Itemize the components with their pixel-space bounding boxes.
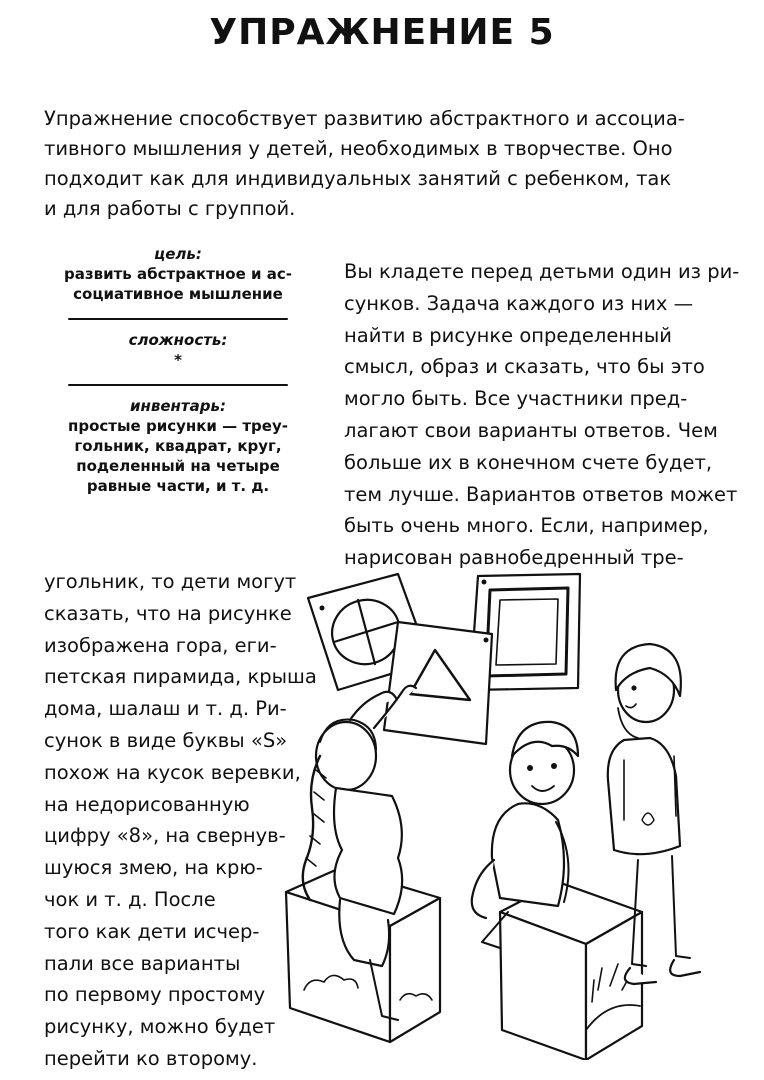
goal-value-line: развить абстрактное и ас- [64, 265, 292, 283]
text-line: шуюся змею, на крю- [44, 856, 263, 880]
text-line: смысл, образ и сказать, что бы это [344, 355, 705, 379]
triangle-card [384, 622, 492, 744]
continuation-paragraph [44, 566, 317, 1075]
text-line: петская пирамида, крыша [44, 665, 317, 689]
text-line: чок и т. д. После [44, 887, 216, 911]
page-title: УПРАЖНЕНИЕ 5 [209, 12, 555, 53]
text-line: могло быть. Все участники пред- [344, 387, 688, 411]
text-line: сунок в виде буквы «S» [44, 728, 288, 752]
goal-value-line: социативное мышление [73, 285, 283, 303]
description-paragraph [344, 256, 740, 574]
difficulty-value: * [174, 351, 182, 369]
exercise-info-sidebar [44, 244, 312, 496]
text-line: изображена гора, еги- [44, 633, 277, 657]
divider [68, 384, 288, 386]
text-line: сказать, что на рисунке [44, 601, 292, 625]
inventory-value-line: поделенный на четыре [76, 457, 280, 475]
text-line: дома, шалаш и т. д. Ри- [44, 697, 287, 721]
text-line: тем лучше. Вариантов ответов может [344, 482, 738, 506]
text-line: рисунку, можно будет [44, 1015, 276, 1039]
inventory-value-line: гольник, квадрат, круг, [74, 437, 282, 455]
children-with-shape-cards-illustration [280, 560, 740, 1060]
text-line: лагают свои варианты ответов. Чем [344, 418, 718, 442]
intro-line: тивного мышления у детей, необходимых в творчестве. Оно [44, 137, 673, 160]
inventory-value-line: равные части, и т. д. [86, 477, 270, 495]
right-cube [500, 882, 642, 1060]
text-line: перейти ко второму. [44, 1046, 258, 1070]
text-line: пали все варианты [44, 951, 241, 975]
intro-line: подходит как для индивидуальных занятий с ребенком, так [44, 167, 672, 190]
intro-line: Упражнение способствует развитию абстрактного и ассоциа- [44, 107, 685, 130]
text-line: найти в рисунке определенный [344, 323, 672, 347]
text-line: Вы кладете перед детьми один из ри- [344, 260, 740, 283]
goal-label: цель: [154, 245, 202, 263]
inventory-value-line: простые рисунки — треу- [68, 417, 288, 435]
inventory-label: инвентарь: [130, 397, 226, 415]
intro-paragraph [44, 104, 724, 224]
text-line: сунков. Задача каждого из них — [344, 291, 694, 315]
text-line: по первому простому [44, 983, 266, 1007]
difficulty-label: сложность: [128, 331, 228, 349]
intro-line: и для работы с группой. [44, 197, 296, 220]
text-line: больше их в конечном счете будет, [344, 450, 713, 474]
text-line: нарисован равнобедренный тре- [344, 546, 684, 570]
text-line: того как дети исчер- [44, 919, 260, 943]
text-line: на недорисованную [44, 792, 250, 816]
text-line: угольник, то дети могут [44, 570, 297, 593]
divider [68, 318, 288, 320]
text-line: цифру «8», на свернув- [44, 824, 286, 848]
text-line: похож на кусок веревки, [44, 760, 301, 784]
text-line: быть очень много. Если, например, [344, 514, 709, 538]
